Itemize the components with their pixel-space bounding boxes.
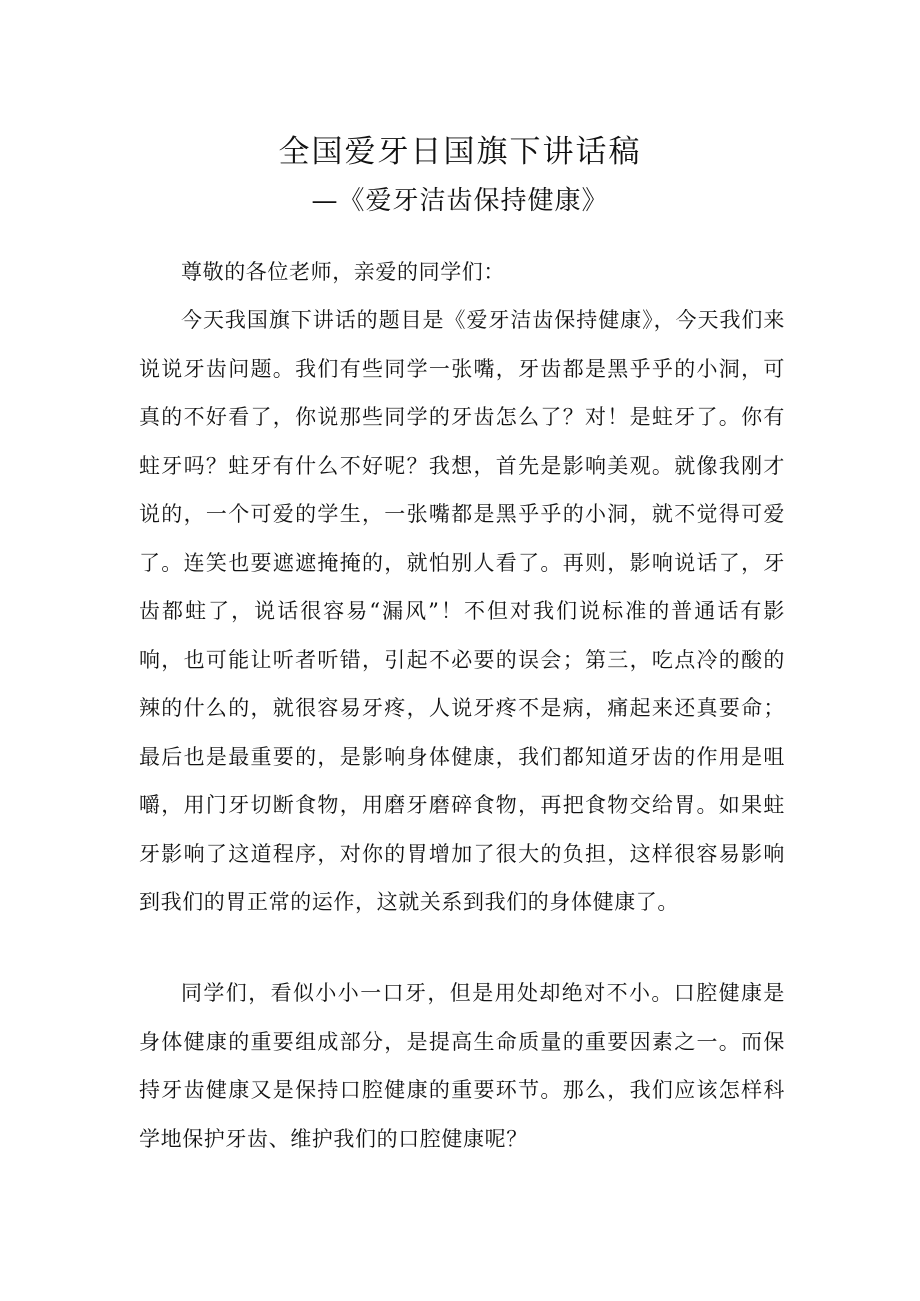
body-paragraph-1: 今天我国旗下讲话的题目是《爱牙洁齿保持健康》，今天我们来说说牙齿问题。我们有些同学一张嘴，牙齿都是黑乎乎的小洞，可真的不好看了，你说那些同学的牙齿怎么了？对！是蛀牙了。你有蛀牙吗？蛀牙有什么不好呢？我想，首先是影响美观。就像我刚才说的，一个可爱的学生，一张嘴都是黑乎乎的小洞，就不觉得可爱了。连笑也要遮遮掩掩的，就怕别人看了。再则，影响说话了，牙齿都蛀了，说话很容易“漏风”！不但对我们说标准的普通话有影响，也可能让听者听错，引起不必要的误会；第三，吃点冷的酸的辣的什么的，就很容易牙疼，人说牙疼不是病，痛起来还真要命；最后也是最重要的，是影响身体健康，我们都知道牙齿的作用是咀嚼，用门牙切断食物，用磨牙磨碎食物，再把食物交给胃。如果蛀牙影响了这道程序，对你的胃增加了很大的负担，这样很容易影响到我们的胃正常的运作，这就关系到我们的身体健康了。 [139, 308, 785, 914]
greeting-paragraph: 尊敬的各位老师，亲爱的同学们： [181, 260, 505, 284]
document-subtitle: —《爱牙洁齿保持健康》 [311, 186, 609, 216]
body-paragraph-2: 同学们，看似小小一口牙，但是用处却绝对不小。口腔健康是身体健康的重要组成部分，是提高生命质量的重要因素之一。而保持牙齿健康又是保持口腔健康的重要环节。那么，我们应该怎样科学地保护牙齿、维护我们的口腔健康呢？ [139, 981, 785, 1151]
document-title: 全国爱牙日国旗下讲话稿 [278, 133, 642, 170]
